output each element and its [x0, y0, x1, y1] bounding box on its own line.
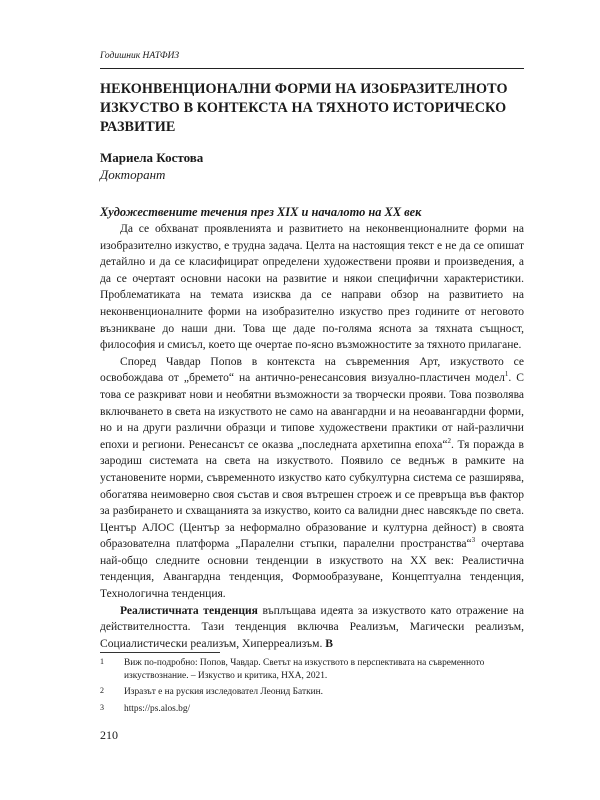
footnote-ref-1[interactable]: 1: [504, 370, 509, 379]
footnote-rule: [100, 652, 220, 653]
realistic-tendency-term: Реалистичната тенденция: [120, 604, 258, 617]
paragraph-1: Да се обхванат проявленията и развитието на неконвенционалните форми на изобразително изкуство, е трудна задача. Целта на настоящия текст е не да се опишат детайлно и да се класифицират определени художествени прояви и произведения, а да се очертаят основни насоки на развитие и някои специфични характеристики. Проблематиката на темата изисква да се направи обзор на развитието на неконвенционалните форми на изобразително изкуство през годините от неговото възникване до наши дни. Това ще даде по-голяма яснота за тяхната същност, философия и смисъл, което ще очертае по-ясно възможностите за тяхното прилагане.: [100, 223, 524, 352]
paragraph-3-text: въплъщава идеята за изкуството като отражение на действителността. Тази тенденция включва Реализъм, Магически реализъм, Социалистически реализъм, Хиперреализъм.: [100, 604, 525, 650]
footnote-link[interactable]: https://ps.alos.bg/: [124, 703, 191, 714]
section-heading: Художествените течения през XIX и началото на XX век: [100, 205, 422, 219]
paragraph-2-text-d: очертава най-общо следните основни тенденции в изкуството на XX век: Реалистична тенденция, Авангардна тенденция, Формообразуване, Концептуална тенденция, Технологична тенденция.: [100, 538, 525, 601]
footnote-text: Изразът е на руския изследовател Леонид Баткин.: [124, 687, 323, 698]
paragraph-2-text-c: . Тя поражда в зародиш системата на света на изкуството. Появило се веднъж в рамките на установените норми, съвременното изкуство като субкултурна система се разширява, обогатява неимоверно своя състав и своя вътрешен строеж и се превръща във фактор за разбирането и схващанията за изкуство, които са валидни днес навсякъде по света. Център АЛОС (Център за неформално образование и културна дейност) в своята образователна платформа „Паралелни стъпки, паралелни пространства“: [100, 438, 524, 551]
header-rule: [100, 68, 524, 69]
paragraph-2-text-a: Според Чавдар Попов в контекста на съвременния Арт, изкуството се освобождава от „бремето“ на антично-ренесансовия визуално-пластичен модел: [100, 355, 524, 385]
footnote-3: [100, 703, 524, 716]
article-title: НЕКОНВЕНЦИОНАЛНИ ФОРМИ НА ИЗОБРАЗИТЕЛНОТО ИЗКУСТВО В КОНТЕКСТА НА ТЯХНОТО ИСТОРИЧЕСКО РАЗВИТИЕ: [100, 81, 508, 135]
author-role: Докторант: [100, 167, 166, 182]
footnote-number: 2: [100, 686, 104, 696]
paragraph-2-text-b: . С това се разкриват нови и необятни възможности за творчески прояви. Това позволява включването в света на изкуството не само на авангардни и на неоавангардни форми, но и на други различни образци и типове художествени практики от най-различни епохи и региони. Ренесансът се оказва „последната архетипна епоха“: [100, 372, 524, 451]
footnote-1: [100, 657, 524, 682]
paragraph-3: [100, 603, 524, 653]
author-name: Мариела Костова: [100, 150, 204, 165]
footnote-number: 3: [100, 702, 104, 712]
paragraph-2: [100, 354, 524, 603]
footnotes: [100, 657, 524, 719]
article-body: [100, 221, 524, 652]
footnote-ref-3[interactable]: 3: [471, 536, 476, 545]
running-header: Годишник НАТФИЗ: [100, 51, 180, 61]
paragraph-3-end: В: [325, 637, 333, 650]
footnote-text: Виж по-подробно: Попов, Чавдар. Светът на изкуството в перспективата на съвременното изкуствознание. – Изкуство и критика, НХА, 2021.: [124, 658, 485, 681]
footnote-number: 1: [100, 657, 104, 666]
page-number: 210: [100, 728, 118, 742]
footnote-2: [100, 686, 524, 699]
footnote-ref-2[interactable]: 2: [447, 436, 452, 445]
